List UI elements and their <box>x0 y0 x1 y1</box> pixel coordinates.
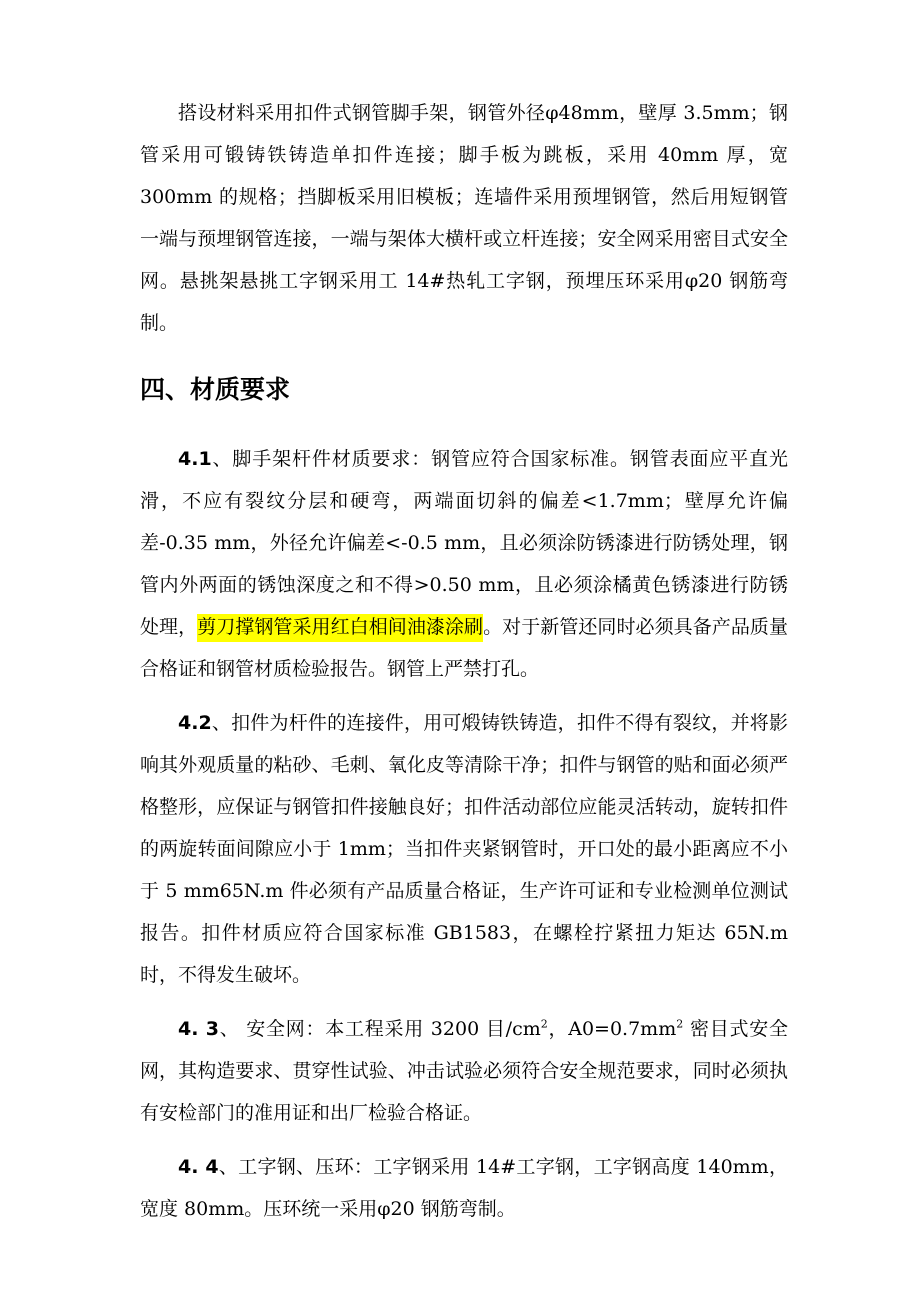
section-4-3-number: 4. 3 <box>178 1018 220 1040</box>
section-4-1-text: 、脚手架杆件材质要求：钢管应符合国家标准。钢管表面应平直光滑，不应有裂纹分层和硬弯，两端面切斜的偏差<1.7mm；壁厚允许偏差-0.35 mm，外径允许偏差<-0.5 mm，且必须涂防锈漆进行防锈处理，钢管内外两面的锈蚀深度之和不得>0.50 mm，且必须涂橘黄色锈漆进行防锈处理， <box>140 448 788 638</box>
section-4-3-text-c: 密目式安全网，其构造要求、贯穿性试验、冲击试验必须符合安全规范要求，同时必须执有安检部门的准用证和出厂检验合格证。 <box>140 1018 789 1124</box>
section-4-3-text-b: ，A0=0.7mm <box>547 1018 677 1040</box>
section-4-1-paragraph <box>140 438 788 690</box>
section-4-4-text: 、工字钢、压环：工字钢采用 14#工字钢，工字钢高度 140mm，宽度 80mm。压环统一采用φ20 钢筋弯制。 <box>140 1156 788 1220</box>
highlighted-text: 剪刀撑钢管采用红白相间油漆涂刷 <box>197 614 483 642</box>
section-4-4-number: 4. 4 <box>178 1156 219 1178</box>
section-4-3-text-a: 、 安全网：本工程采用 3200 目/cm <box>219 1018 541 1040</box>
section-4-2-text: 、扣件为杆件的连接件，用可煅铸铁铸造，扣件不得有裂纹，并将影响其外观质量的粘砂、毛刺、氧化皮等清除干净；扣件与钢管的贴和面必须严格整形，应保证与钢管扣件接触良好；扣件活动部位应能灵活转动，旋转扣件的两旋转面间隙应小于 1mm；当扣件夹紧钢管时，开口处的最小距离应不小于 5 mm65N.m 件必须有产品质量合格证，生产许可证和专业检测单位测试报告。扣件材质应符合国家标准 GB1583，在螺栓拧紧扭力矩达 65N.m 时，不得发生破坏。 <box>140 712 788 986</box>
superscript-mm2: 2 <box>676 1017 684 1031</box>
section-4-2-number: 4.2 <box>178 712 212 734</box>
intro-paragraph: 搭设材料采用扣件式钢管脚手架，钢管外径φ48mm，壁厚 3.5mm；钢管采用可锻铸铁铸造单扣件连接；脚手板为跳板，采用 40mm 厚，宽 300mm 的规格；挡脚板采用旧模板；连墙件采用预埋钢管，然后用短钢管一端与预埋钢管连接，一端与架体大横杆或立杆连接；安全网采用密目式安全网。悬挑架悬挑工字钢采用工 14#热轧工字钢，预埋压环采用φ20 钢筋弯制。 <box>140 102 788 334</box>
section-heading: 四、材质要求 <box>140 375 291 404</box>
section-4-2-paragraph <box>140 702 788 996</box>
section-4-3-paragraph <box>140 1008 788 1134</box>
superscript-cm2: 2 <box>540 1017 548 1031</box>
section-4-4-paragraph <box>140 1146 788 1230</box>
section-4-1-text-end: 。对于新管还同时必须具备产品质量合格证和钢管材质检验报告。钢管上严禁打孔。 <box>140 616 788 680</box>
document-body <box>140 92 788 1230</box>
section-4-1-number: 4.1 <box>178 448 212 470</box>
